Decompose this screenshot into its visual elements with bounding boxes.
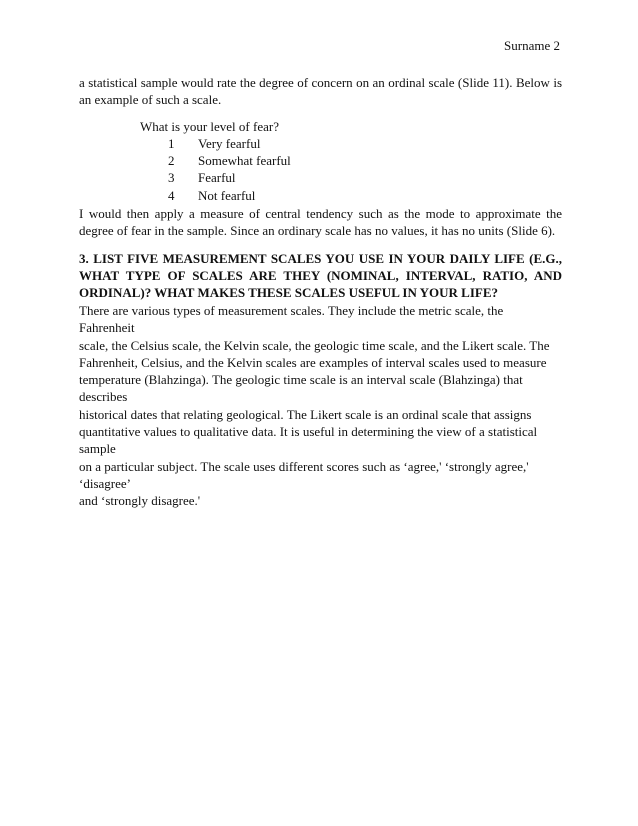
scale-option-label: Very fearful [198,136,261,151]
scale-option [168,135,291,152]
scale-option-number: 3 [168,170,175,186]
scale-option-number: 4 [168,187,175,203]
body-line: scale, the Celsius scale, the Kelvin scale, the geologic time scale, and the Likert scale. The [79,337,550,353]
body-line: historical dates that relating geological. The Likert scale is an ordinal scale that assigns [79,406,532,422]
scale-option [168,187,291,204]
running-head: Surname 2 [504,38,560,53]
body-line: on a particular subject. The scale uses different scores such as ‘agree,' ‘strongly agree,' ‘disagree’ [79,458,529,491]
paragraph-ordinal-scale: a statistical sample would rate the degree of concern on an ordinal scale (Slide 11). Below is an example of such a scale. [79,75,562,108]
fear-scale-list [168,135,291,204]
survey-question: What is your level of fear? [140,119,279,134]
section-3-body [79,302,562,510]
body-line: There are various types of measurement scales. They include the metric scale, the Fahrenheit [79,303,504,336]
paragraph-central-tendency: I would then apply a measure of central tendency such as the mode to approximate the degree of fear in the sample. Since an ordinary scale has no values, it has no units (Slide 6). [79,206,562,239]
scale-option [168,169,291,186]
body-line: Fahrenheit, Celsius, and the Kelvin scales are examples of interval scales used to measure [79,354,547,370]
section-3-heading: 3. LIST FIVE MEASUREMENT SCALES YOU USE IN YOUR DAILY LIFE (E.G., WHAT TYPE OF SCALES ARE THEY (NOMINAL, INTERVAL, RATIO, AND ORDINAL)? WHAT MAKES THESE SCALES USEFUL IN YOUR LIFE? [79,251,562,300]
scale-option-label: Somewhat fearful [198,153,291,169]
body-line: and ‘strongly disagree.' [79,493,201,509]
body-line: quantitative values to qualitative data. It is useful in determining the view of a statistical sample [79,424,538,457]
scale-option-label: Fearful [198,170,236,186]
scale-option-number: 2 [168,153,175,169]
scale-option [168,152,291,169]
body-line: temperature (Blahzinga). The geologic time scale is an interval scale (Blahzinga) that describes [79,372,523,405]
scale-option-label: Not fearful [198,187,256,203]
scale-option-number: 1 [168,136,175,151]
